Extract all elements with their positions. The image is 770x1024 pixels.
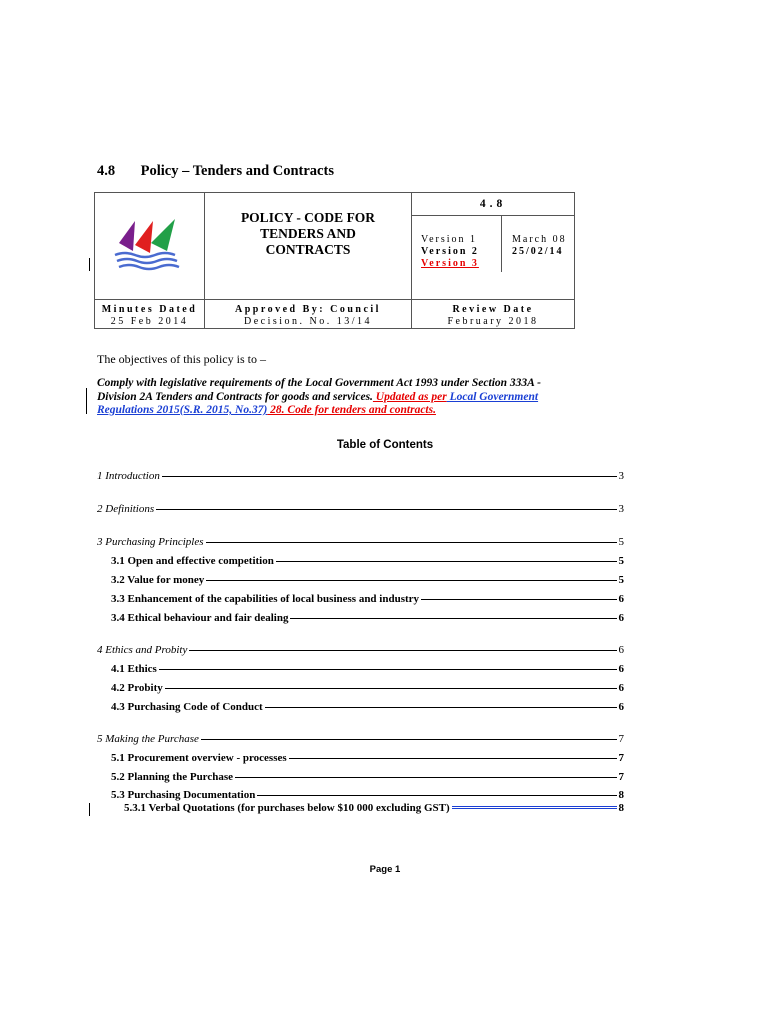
change-bar — [86, 388, 87, 414]
toc-entry[interactable] — [111, 612, 624, 624]
toc-page: 6 — [618, 593, 624, 605]
toc-label: 3.4 Ethical behaviour and fair dealing — [111, 612, 289, 624]
toc-page: 7 — [618, 733, 624, 745]
version-3: Version 3 — [421, 258, 479, 269]
page-number: Page 1 — [369, 864, 401, 875]
toc-label: 5.1 Procurement overview - processes — [111, 752, 287, 764]
toc-entry[interactable] — [111, 555, 624, 567]
section-title: Policy – Tenders and Contracts — [140, 163, 334, 179]
toc-label: 4.1 Ethics — [111, 663, 157, 675]
toc-page: 8 — [618, 789, 624, 801]
toc-page: 5 — [618, 536, 624, 548]
version-2: Version 2 — [421, 246, 479, 257]
toc-entry[interactable] — [111, 771, 624, 783]
objective-text: Comply with legislative requirements of the Local Government Act 1993 under Section 333A - Division 2A Tenders and Contracts for goods and services. — [97, 377, 541, 403]
toc-label: 5.3 Purchasing Documentation — [111, 789, 256, 801]
toc-label: 4.3 Purchasing Code of Conduct — [111, 701, 263, 713]
toc-page: 5 — [618, 555, 624, 567]
review-date: February 2018 — [447, 316, 539, 327]
approved-label: Approved By: Council — [235, 304, 381, 315]
toc-entry[interactable] — [111, 789, 624, 801]
toc-label: 4.2 Probity — [111, 682, 163, 694]
toc-entry[interactable] — [111, 701, 624, 713]
toc-page: 6 — [618, 612, 624, 624]
toc-entry[interactable] — [124, 802, 624, 814]
toc-entry[interactable] — [111, 663, 624, 675]
update-note: Updated as per — [372, 390, 447, 403]
objectives-intro: The objectives of this policy is to – — [97, 352, 266, 366]
toc-entry[interactable] — [97, 733, 624, 745]
toc-label: 5.3.1 Verbal Quotations (for purchases below $10 000 excluding GST) — [124, 802, 450, 814]
change-bar — [89, 803, 90, 816]
toc-label: 3.2 Value for money — [111, 574, 205, 586]
toc-entry[interactable] — [97, 644, 624, 656]
minutes-date: 25 Feb 2014 — [110, 316, 189, 327]
toc-page: 6 — [618, 644, 624, 656]
version-date-1: March 08 — [512, 234, 567, 245]
toc-label: 1 Introduction — [97, 470, 160, 482]
version-1: Version 1 — [421, 234, 478, 245]
toc-entry[interactable] — [111, 593, 624, 605]
minutes-label: Minutes Dated — [101, 304, 198, 315]
toc-entry[interactable] — [111, 682, 624, 694]
toc-label: 5.2 Planning the Purchase — [111, 771, 234, 783]
decision-number: Decision. No. 13/14 — [243, 316, 373, 327]
policy-number: 4.8 — [412, 193, 574, 216]
toc-entry[interactable] — [97, 470, 624, 482]
toc-label: 4 Ethics and Probity — [97, 644, 188, 656]
toc-entry[interactable] — [97, 536, 624, 548]
code-reference: 28. Code for tenders and contracts. — [267, 404, 436, 416]
version-date-2: 25/02/14 — [512, 246, 564, 257]
toc-page: 5 — [618, 574, 624, 586]
toc-page: 6 — [618, 663, 624, 675]
toc-label: 3 Purchasing Principles — [97, 536, 204, 548]
toc-page: 7 — [618, 771, 624, 783]
toc-page: 3 — [618, 470, 624, 482]
toc-entry[interactable] — [111, 574, 624, 586]
toc-entry[interactable] — [97, 503, 624, 515]
change-bar — [89, 258, 90, 271]
toc-page: 8 — [618, 802, 624, 814]
toc-entry[interactable] — [111, 752, 624, 764]
toc-label: 3.1 Open and effective competition — [111, 555, 274, 567]
toc-page: 3 — [618, 503, 624, 515]
toc-page: 6 — [618, 682, 624, 694]
section-number: 4.8 — [97, 163, 116, 179]
toc-page: 7 — [618, 752, 624, 764]
toc-page: 6 — [618, 701, 624, 713]
review-label: Review Date — [452, 304, 534, 315]
toc-label: 5 Making the Purchase — [97, 733, 199, 745]
toc-label: 2 Definitions — [97, 503, 155, 515]
policy-title: POLICY - CODE FOR TENDERS AND CONTRACTS — [240, 210, 376, 257]
toc-title: Table of Contents — [336, 439, 434, 451]
toc-label: 3.3 Enhancement of the capabilities of local business and industry — [111, 593, 420, 605]
regulations-link[interactable]: Local Government Regulations 2015(S.R. 2015, No.37) — [97, 390, 539, 416]
